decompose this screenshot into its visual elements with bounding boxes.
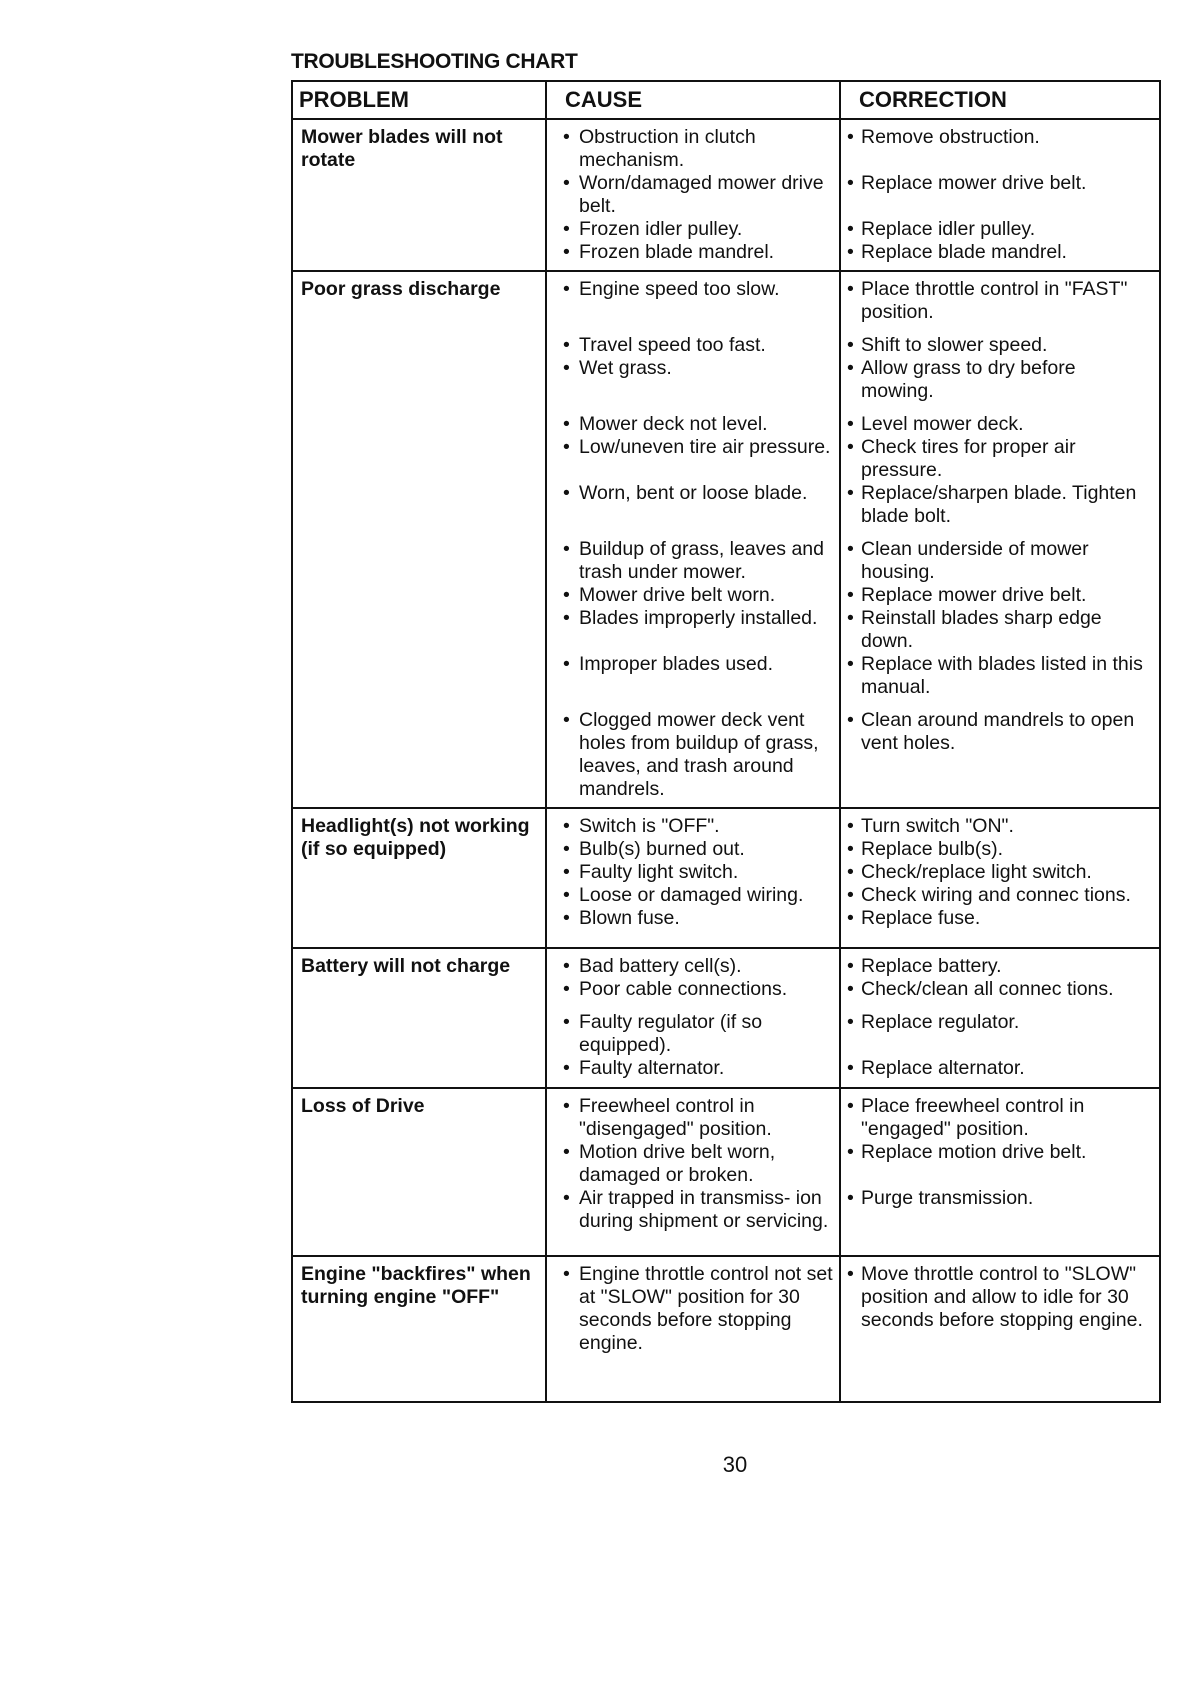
- cause-cell: [545, 1089, 839, 1255]
- correction-item: • Purge transmission.: [845, 1187, 1153, 1233]
- cause-item: • Wet grass.: [557, 357, 833, 403]
- cause-item: • Obstruction in clutch mechanism.: [557, 126, 833, 172]
- correction-cell: [839, 809, 1159, 947]
- correction-item: • Replace with blades listed in this manual.: [845, 653, 1153, 699]
- cause-item: • Blades improperly installed.: [557, 607, 833, 653]
- table-row: [293, 1089, 1159, 1257]
- cause-item: • Frozen blade mandrel.: [557, 241, 833, 264]
- table-row: [293, 1257, 1159, 1401]
- cause-item: • Buildup of grass, leaves and trash under mower.: [557, 538, 833, 584]
- problem-cell: Poor grass discharge: [301, 278, 501, 300]
- cause-item: • Mower deck not level.: [557, 413, 833, 436]
- table-row: [293, 272, 1159, 809]
- correction-item: • Check tires for proper air pressure.: [845, 436, 1153, 482]
- problem-cell: Loss of Drive: [301, 1095, 425, 1117]
- header-cause: CAUSE: [545, 82, 839, 118]
- correction-item: • Place freewheel control in "engaged" position.: [845, 1095, 1153, 1141]
- correction-item: • Replace blade mandrel.: [845, 241, 1153, 264]
- cause-item: • Worn/damaged mower drive belt.: [557, 172, 833, 218]
- problem-cell: Headlight(s) not working (if so equipped): [301, 815, 530, 860]
- problem-cell: Engine "backfires" when turning engine "OFF": [301, 1263, 531, 1308]
- correction-item: • Check/replace light switch.: [845, 861, 1153, 884]
- correction-cell: [839, 1257, 1159, 1401]
- cause-item: • Faulty alternator.: [557, 1057, 833, 1080]
- cause-item: • Faulty regulator (if so equipped).: [557, 1011, 833, 1057]
- correction-item: • Shift to slower speed.: [845, 334, 1153, 357]
- correction-item: • Turn switch "ON".: [845, 815, 1153, 838]
- correction-item: • Check/clean all connec tions.: [845, 978, 1153, 1001]
- correction-item: • Allow grass to dry before mowing.: [845, 357, 1153, 403]
- cause-cell: [545, 1257, 839, 1401]
- correction-item: • Reinstall blades sharp edge down.: [845, 607, 1153, 653]
- correction-item: • Replace fuse.: [845, 907, 1153, 930]
- cause-item: • Poor cable connections.: [557, 978, 833, 1001]
- cause-item: • Bulb(s) burned out.: [557, 838, 833, 861]
- cause-item: • Motion drive belt worn, damaged or broken.: [557, 1141, 833, 1187]
- correction-item: • Replace regulator.: [845, 1011, 1153, 1057]
- correction-item: • Replace mower drive belt.: [845, 172, 1153, 218]
- chart-title: TROUBLESHOOTING CHART: [291, 50, 578, 73]
- problem-cell: Mower blades will not rotate: [301, 126, 503, 171]
- cause-item: • Clogged mower deck vent holes from buildup of grass, leaves, and trash around mandrels.: [557, 709, 833, 801]
- table-row: [293, 809, 1159, 949]
- correction-item: • Level mower deck.: [845, 413, 1153, 436]
- correction-cell: [839, 949, 1159, 1087]
- cause-item: • Bad battery cell(s).: [557, 955, 833, 978]
- correction-item: • Place throttle control in "FAST" position.: [845, 278, 1153, 324]
- problem-cell: Battery will not charge: [301, 955, 511, 977]
- cause-item: • Switch is "OFF".: [557, 815, 833, 838]
- table-header-row: [293, 82, 1159, 120]
- cause-item: • Freewheel control in "disengaged" position.: [557, 1095, 833, 1141]
- correction-item: • Clean underside of mower housing.: [845, 538, 1153, 584]
- cause-item: • Loose or damaged wiring.: [557, 884, 833, 907]
- cause-item: • Air trapped in transmiss- ion during shipment or servicing.: [557, 1187, 833, 1233]
- correction-item: • Replace mower drive belt.: [845, 584, 1153, 607]
- cause-item: • Travel speed too fast.: [557, 334, 833, 357]
- cause-item: • Frozen idler pulley.: [557, 218, 833, 241]
- cause-item: • Mower drive belt worn.: [557, 584, 833, 607]
- cause-item: • Blown fuse.: [557, 907, 833, 930]
- correction-item: • Replace alternator.: [845, 1057, 1153, 1080]
- cause-item: • Worn, bent or loose blade.: [557, 482, 833, 528]
- correction-cell: [839, 120, 1159, 270]
- correction-item: • Check wiring and connec tions.: [845, 884, 1153, 907]
- table-body: [293, 120, 1159, 1401]
- correction-cell: [839, 1089, 1159, 1255]
- page-number: 30: [722, 1452, 748, 1477]
- correction-item: • Replace idler pulley.: [845, 218, 1153, 241]
- correction-cell: [839, 272, 1159, 807]
- cause-item: • Improper blades used.: [557, 653, 833, 699]
- cause-cell: [545, 809, 839, 947]
- correction-item: • Clean around mandrels to open vent holes.: [845, 709, 1153, 801]
- correction-item: • Replace battery.: [845, 955, 1153, 978]
- correction-item: • Replace bulb(s).: [845, 838, 1153, 861]
- troubleshooting-table: [291, 80, 1161, 1403]
- cause-item: • Low/uneven tire air pressure.: [557, 436, 833, 482]
- cause-item: • Engine throttle control not set at "SLOW" position for 30 seconds before stopping engine.: [557, 1263, 833, 1355]
- correction-item: • Remove obstruction.: [845, 126, 1153, 172]
- header-problem: PROBLEM: [299, 87, 409, 112]
- cause-cell: [545, 120, 839, 270]
- cause-item: • Faulty light switch.: [557, 861, 833, 884]
- correction-item: • Move throttle control to "SLOW" position and allow to idle for 30 seconds before stopping engine.: [845, 1263, 1153, 1355]
- table-row: [293, 949, 1159, 1089]
- cause-cell: [545, 949, 839, 1087]
- table-row: [293, 120, 1159, 272]
- correction-item: • Replace/sharpen blade. Tighten blade bolt.: [845, 482, 1153, 528]
- cause-cell: [545, 272, 839, 807]
- correction-item: • Replace motion drive belt.: [845, 1141, 1153, 1187]
- header-correction: CORRECTION: [839, 82, 1159, 118]
- cause-item: • Engine speed too slow.: [557, 278, 833, 324]
